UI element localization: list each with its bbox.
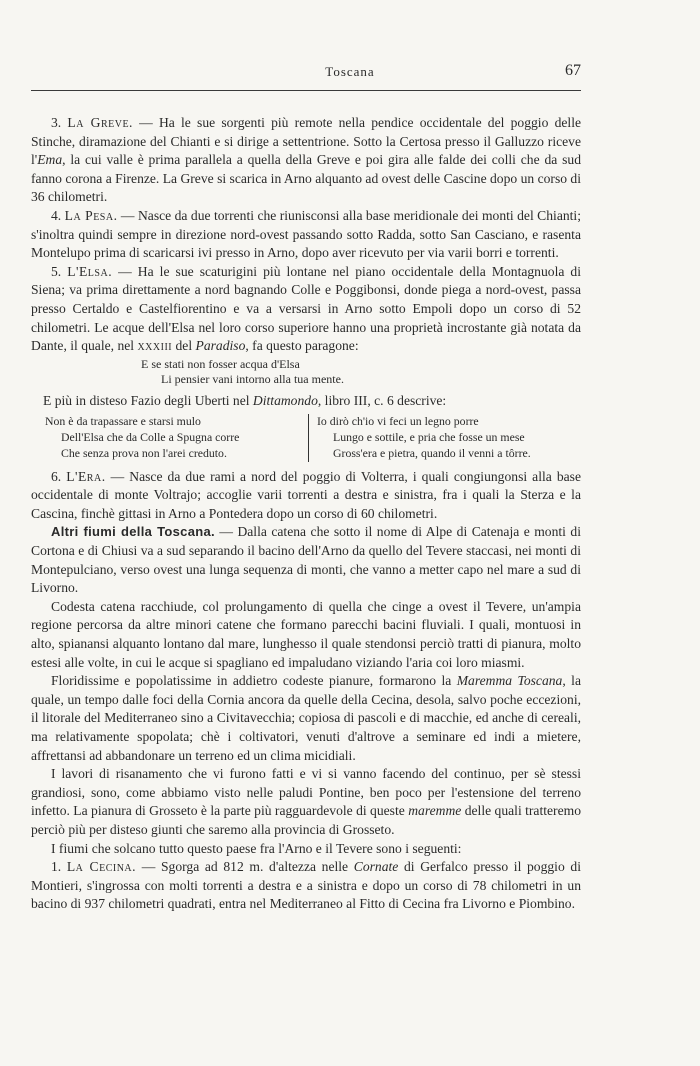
paragraph-text: Floridissime e popolatissime in addietro codeste pianure, formarono la (51, 673, 457, 689)
verse-line: Che senza prova non l'arei creduto. (61, 445, 227, 460)
paragraph-text: — Nasce da due rami a nord del poggio di Volterra, i quali congiungonsi alla base occidentale di monte Voltrajo; accoglie varii torrenti a destra e sinistra, fra i quali la Sterza e la Cascina, finchè gittasi in Arno a Pontedera dopo un corso di 60 chilometri. (31, 468, 581, 521)
paragraph-greve (31, 114, 581, 207)
paragraph-text: delle quali tratteremo perciò più per disteso giunti che saremo alla provincia di Grosseto. (31, 803, 581, 837)
river-name: La Greve. (67, 115, 133, 130)
river-name: L'Era. (66, 468, 106, 484)
quote-line: Li pensier vani intorno alla tua mente. (161, 372, 344, 387)
paragraph-text: — Dalla catena che sotto il nome di Alpe di Catenaja e monti di Cortona e di Chiusi va a sud separando il bacino dell'Arno da quello del Tevere staccasi, nei monti di Montepulciano, verso ovest una lunga sequenza di monti, che vanno a metter capo nel mare a sud di Livorno. (31, 524, 581, 596)
paragraph-altri-fiumi (31, 523, 581, 597)
paragraph-text: del (172, 338, 196, 354)
paragraph-text: di Gerfalco presso il poggio di Montieri, s'ingrossa con molti torrenti a destra e a sinistra e dopo un corso di 78 chilometri in un bacino di 937 chilometri quadrati, entra nel Mediterraneo al Fitto di Cecina fra Livorno e Piombino. (31, 859, 581, 912)
paragraph-text: — Sgorga ad 812 m. d'altezza nelle (136, 859, 354, 875)
italic-term: Paradiso (195, 338, 246, 354)
paragraph-text: Codesta catena racchiude, col prolungamento di quella che cinge a ovest il Tevere, un'ampia regione percorsa da altre minori catene che formano parecchi bacini fluviali. I quali, montuosi in alto, spianansi alquanto lontano dal mare, lunghesso il quale stendonsi perciò tratti di pianura, molto estesi alle volte, in cui le acque si spagliano ed impaludano viziando l'aria coi loro miasmi. (31, 598, 581, 670)
paragraph-text: , la quale, un tempo dalle foci della Cornia ancora da quelle della Cecina, desola, salvo poche eccezioni, il litorale del Mediterraneo sino a Civitavecchia; copiosa di pascoli e di macchie, ed anche di cereali, ma relativamente spopolata; chè i coltivatori, venuti d'altrove a seminare ed indi a mietere, affrettansi ad abbandonare un terreno ed un clima micidiali. (31, 673, 581, 763)
fazio-verses (45, 414, 581, 461)
verse-column-right (317, 414, 572, 461)
page-number: 67 (565, 62, 581, 79)
paragraph-text: — Nasce da due torrenti che riunisconsi alla base meridionale dei monti del Chianti; s'inoltra quindi sempre in direzione nord-ovest passando sotto Radda, sotto San Casciano, e rasenta Montelupo prima di scaricarsi ivi presso in Arno, dopo aver ricevuto per via varii borri e torrenti. (31, 207, 581, 261)
quote-line: E se stati non fosser acqua d'Elsa (141, 356, 300, 371)
item-number: 5. (51, 263, 62, 279)
italic-term: maremme (408, 803, 462, 819)
header-rule (31, 90, 581, 91)
verse-column-left (45, 414, 308, 461)
river-name: L'Elsa. (67, 263, 113, 279)
paragraph-codesta (31, 598, 581, 672)
paragraph-elsa (31, 263, 581, 356)
paragraph-text: I fiumi che solcano tutto questo paese fra l'Arno e il Tevere sono i seguenti: (51, 840, 462, 856)
paragraph-text: , fa questo paragone: (245, 338, 359, 354)
item-number: 6. (51, 468, 62, 484)
river-name: La Cecina. (66, 859, 137, 875)
paragraph-fazio-intro (43, 392, 581, 411)
verse-line: Lungo e sottile, e pria che fosse un mese (333, 430, 525, 445)
paragraph-text: — Ha le sue sorgenti più remote nella pendice occidentale del poggio delle Stinche, diramazione del Chianti e si dirige a settentrione. Sotto la Certosa presso il Galluzzo riceve l' (31, 115, 581, 168)
paragraph-text: I lavori di risanamento che vi furono fatti e vi si vanno facendo del continuo, per sè stessi grandiosi, sono, come abbiamo visto nelle paludi Pontine, ben poco per l'estensione del terreno infetto. La pianura di Grosseto è la parte più ragguardevole di queste (31, 766, 581, 819)
paragraph-text: , libro III, c. 6 descrive: (317, 392, 447, 408)
verse-line: Non è da trapassare e starsi mulo (45, 414, 201, 429)
italic-title: Dittamondo (252, 392, 318, 408)
section-heading: Altri fiumi della Toscana. (51, 524, 215, 540)
river-name: La Pesa. (64, 207, 118, 223)
column-divider (308, 414, 309, 461)
running-head (0, 64, 700, 84)
italic-term: Cornate (353, 859, 399, 875)
paragraph-floridissime (31, 672, 581, 765)
paragraph-cecina (31, 858, 581, 914)
paragraph-fiumi-list (31, 840, 581, 859)
item-number: 4. (51, 207, 62, 223)
running-title: Toscana (325, 64, 375, 79)
paragraph-era (31, 468, 581, 524)
paragraph-text: , la cui valle è prima parallela a quella della Greve e poi gira alle falde dei colli che da sud fanno corona a Firenze. La Greve si scarica in Arno alquanto ad ovest delle Cascine dopo un corso di 36 chilometri. (31, 152, 581, 205)
verse-line: Gross'era e pietra, quando il venni a tôrre. (333, 445, 531, 460)
italic-term: Ema (37, 152, 63, 168)
verse-line: Io dirò ch'io vi feci un legno porre (317, 414, 479, 429)
italic-term: Maremma Toscana (456, 673, 563, 689)
page-body (31, 114, 581, 914)
canto-number: xxxiii (137, 338, 173, 354)
item-number: 1. (51, 859, 62, 875)
paragraph-pesa (31, 207, 581, 263)
item-number: 3. (51, 115, 62, 130)
paragraph-lavori (31, 765, 581, 839)
dante-quote (31, 357, 581, 388)
paragraph-text: — Ha le sue scaturigini più lontane nel piano occidentale della Montagnuola di Siena; va prima direttamente a nord bagnando Colle e Poggibonsi, donde piega a nord-ovest, passa presso Certaldo e Castelfiorentino e va a versarsi in Arno sotto Empoli dopo un corso di 52 chilometri. Le acque dell'Elsa nel loro corso superiore hanno una proprietà incrostante già notata da Dante, il quale, nel (31, 263, 581, 354)
verse-line: Dell'Elsa che da Colle a Spugna corre (61, 430, 240, 445)
paragraph-text: E più in disteso Fazio degli Uberti nel (43, 392, 253, 408)
